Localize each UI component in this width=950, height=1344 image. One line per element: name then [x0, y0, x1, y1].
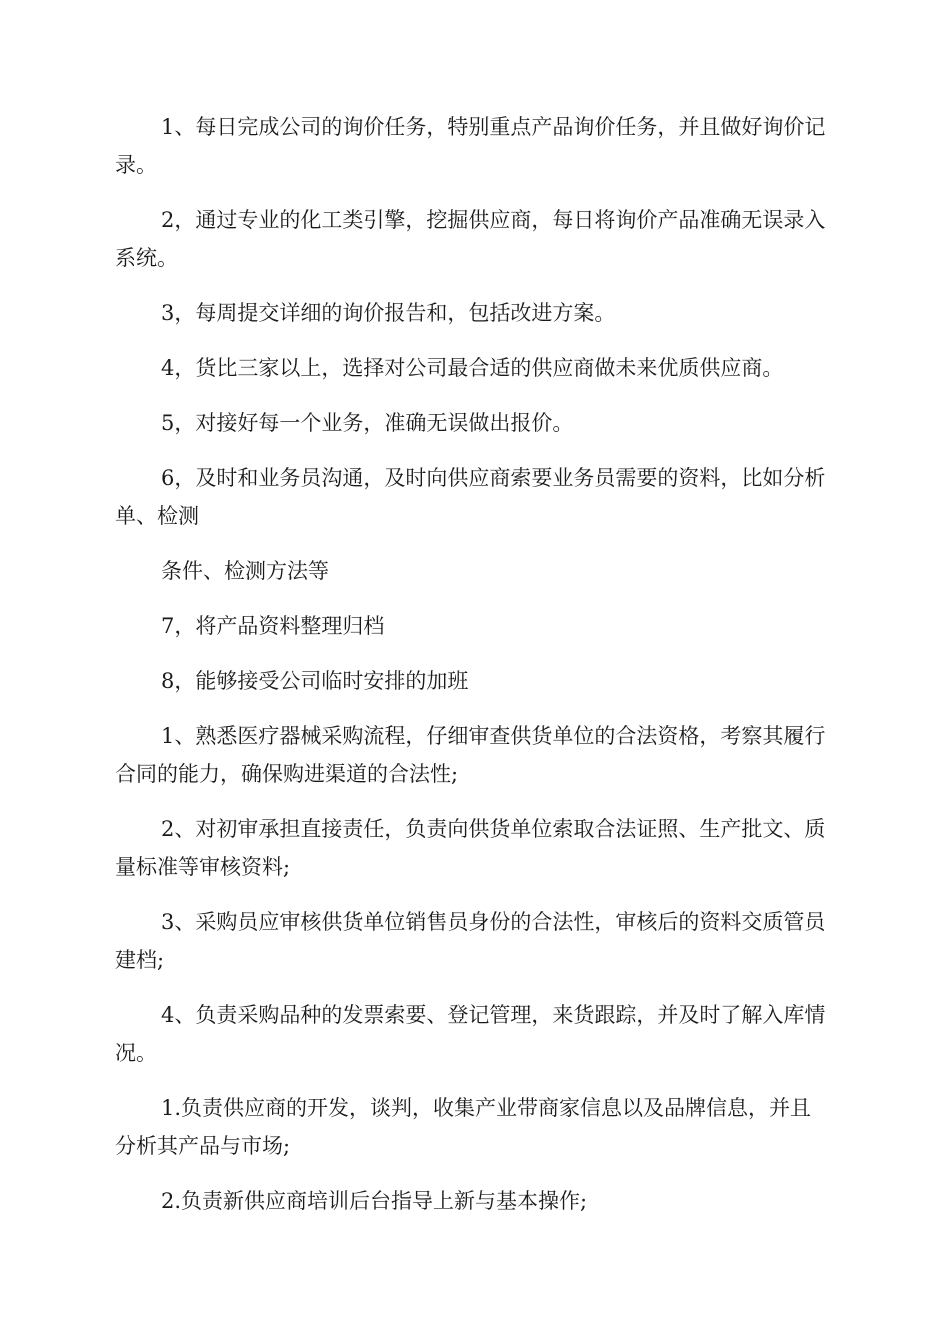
paragraph-4: 4，货比三家以上，选择对公司最合适的供应商做未来优质供应商。	[161, 356, 784, 380]
paragraph-15: 2.负责新供应商培训后台指导上新与基本操作;	[161, 1189, 588, 1213]
paragraph-7: 条件、检测方法等	[161, 559, 329, 583]
paragraph-3: 3，每周提交详细的询价报告和，包括改进方案。	[161, 301, 616, 325]
paragraph-5: 5，对接好每一个业务，准确无误做出报价。	[161, 411, 574, 435]
paragraph-1: 1、每日完成公司的询价任务，特别重点产品询价任务，并且做好询价记录。	[115, 115, 826, 177]
paragraph-6: 6，及时和业务员沟通，及时向供应商索要业务员需要的资料，比如分析单、检测	[115, 466, 826, 528]
paragraph-9: 8，能够接受公司临时安排的加班	[161, 669, 469, 693]
paragraph-12: 3、采购员应审核供货单位销售员身份的合法性，审核后的资料交质管员建档;	[115, 910, 826, 972]
paragraph-11: 2、对初审承担直接责任，负责向供货单位索取合法证照、生产批文、质量标准等审核资料;	[115, 817, 826, 879]
paragraph-10: 1、熟悉医疗器械采购流程，仔细审查供货单位的合法资格，考察其履行合同的能力，确保购进渠道的合法性;	[115, 724, 826, 786]
paragraph-13: 4、负责采购品种的发票索要、登记管理，来货跟踪，并及时了解入库情况。	[115, 1003, 826, 1065]
document-body	[115, 108, 827, 1237]
paragraph-8: 7，将产品资料整理归档	[161, 614, 385, 638]
paragraph-14: 1.负责供应商的开发，谈判，收集产业带商家信息以及品牌信息，并且分析其产品与市场;	[115, 1096, 812, 1158]
paragraph-2: 2，通过专业的化工类引擎，挖掘供应商，每日将询价产品准确无误录入系统。	[115, 208, 826, 270]
